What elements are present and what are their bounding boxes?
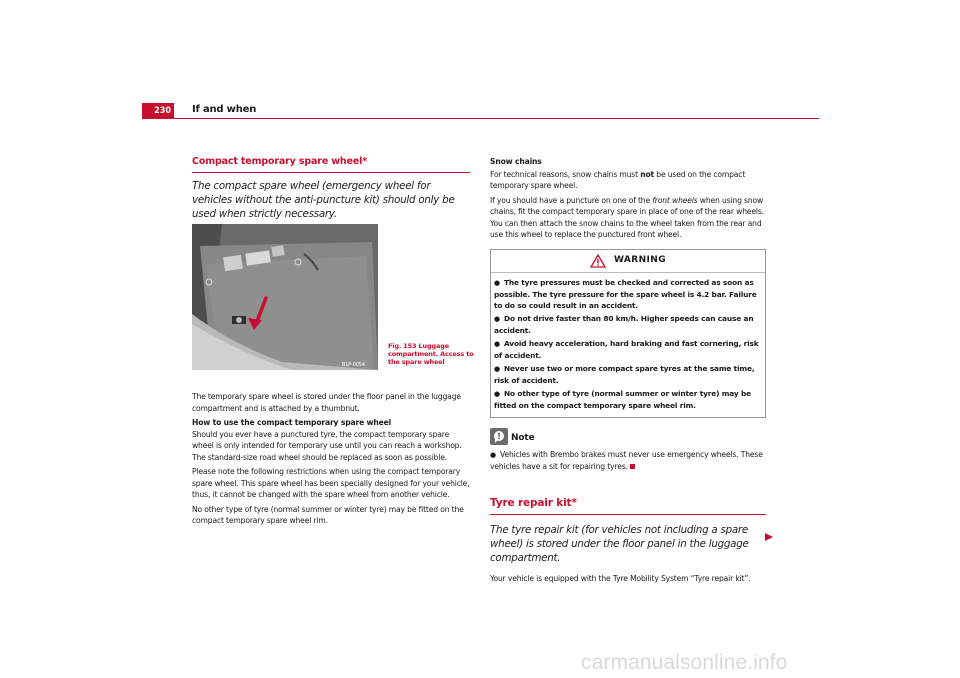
warning-item-text: The tyre pressures must be checked and corrected as soon as possible. The tyre pressure for the spare wheel is 4.2 bar. Failure to do so could result in an accident. <box>494 277 757 310</box>
footer-watermark: carmanualsonline.info <box>581 651 788 674</box>
bullet-icon: ● <box>494 314 500 323</box>
paragraph-tyre-mobility-system: Your vehicle is equipped with the Tyre Mobility System “Tyre repair kit”. <box>490 573 751 583</box>
figure-caption: Fig. 153 Luggage compartment. Access to the spare wheel <box>388 342 474 366</box>
warning-item-text: Avoid heavy acceleration, hard braking and fast cornering, risk of accident. <box>494 338 759 360</box>
header-rule <box>174 118 819 119</box>
luggage-compartment-illustration <box>192 224 378 370</box>
note-title: Note <box>511 433 535 443</box>
bullet-icon: ● <box>494 278 500 287</box>
figure-code: B1P-0054 <box>342 362 365 368</box>
warning-item-text: Do not drive faster than 80 km/h. Higher speeds can cause an accident. <box>494 313 754 335</box>
bullet-icon: ● <box>490 450 496 459</box>
paragraph-temporary-use: Should you ever have a punctured tyre, the compact temporary spare wheel is only intended for temporary use until you can reach a workshop. The standard-size road wheel should be replaced as soon as possible. <box>192 429 462 462</box>
note-item-text: Vehicles with Brembo brakes must never use emergency wheels. These vehicles have a sit for repairing tyres. <box>490 449 763 471</box>
warning-item <box>494 363 762 386</box>
text-run: If you should have a puncture on one of the <box>490 195 653 205</box>
note-info-icon <box>490 428 508 445</box>
exclamation-icon <box>493 430 505 443</box>
subheading-how-to-use: How to use the compact temporary spare wheel <box>192 418 392 427</box>
luggage-compartment-photo <box>192 224 378 370</box>
section-title-spare-wheel: Compact temporary spare wheel* <box>192 156 470 173</box>
bullet-icon: ● <box>494 364 500 373</box>
running-title: If and when <box>192 104 257 115</box>
paragraph-snow-chains-1 <box>490 169 766 192</box>
warning-item-text: No other type of tyre (normal summer or winter tyre) may be fitted on the compact temporary spare wheel rim. <box>494 388 752 410</box>
emphasis-not: not <box>640 169 655 179</box>
paragraph-snow-chains-2 <box>490 195 766 241</box>
subheading-snow-chains: Snow chains <box>490 157 542 166</box>
text-run: For technical reasons, snow chains must <box>490 169 641 179</box>
section-intro-tyre-repair-kit: The tyre repair kit (for vehicles not including a spare wheel) is stored under the floor panel in the luggage compartment. <box>490 523 749 564</box>
warning-item <box>494 388 762 411</box>
paragraph-storage: The temporary spare wheel is stored under the floor panel in the luggage compartment and is attached by a thumbnut. <box>192 392 461 413</box>
spacer <box>490 475 766 497</box>
section-intro: The compact spare wheel (emergency wheel for vehicles without the anti-puncture kit) should only be used when strictly necessary. <box>192 180 455 220</box>
warning-header <box>491 250 765 273</box>
section-end-icon <box>630 464 635 469</box>
warning-title: WARNING <box>613 255 667 265</box>
paragraph-other-tyres: No other type of tyre (normal summer or winter tyre) may be fitted on the compact temporary spare wheel rim. <box>192 504 464 525</box>
text-run: be used on the compact temporary spare wheel. <box>490 169 746 190</box>
warning-item <box>494 277 762 311</box>
warning-item-text: Never use two or more compact spare tyres at the same time, risk of accident. <box>494 363 755 385</box>
left-column <box>192 156 474 530</box>
warning-item <box>494 338 762 361</box>
bullet-icon: ● <box>494 389 500 398</box>
text-run: when using snow chains, fit the compact temporary spare in place of one of the rear wheels. You can then attach the snow chains to the wheel taken from the rear and use this wheel to replace the punctured front wheel. <box>490 195 764 239</box>
warning-item <box>494 313 762 336</box>
right-column <box>490 156 766 587</box>
figure-153 <box>192 224 474 375</box>
page-number: 230 <box>142 103 174 119</box>
paragraph-restrictions: Please note the following restrictions when using the compact temporary spare wheel. This spare wheel has been specially designed for your vehicle, thus, it cannot be changed with the spare wheel from another vehicle. <box>192 467 470 499</box>
warning-triangle-icon <box>590 254 606 268</box>
note-header <box>490 428 766 445</box>
warning-box <box>490 249 766 418</box>
note-item <box>490 449 766 473</box>
bullet-icon: ● <box>494 339 500 348</box>
section-title-tyre-repair-kit: Tyre repair kit* <box>490 497 766 515</box>
continue-arrow-icon <box>764 532 774 542</box>
emphasis-front-wheels: front wheels <box>652 195 698 205</box>
